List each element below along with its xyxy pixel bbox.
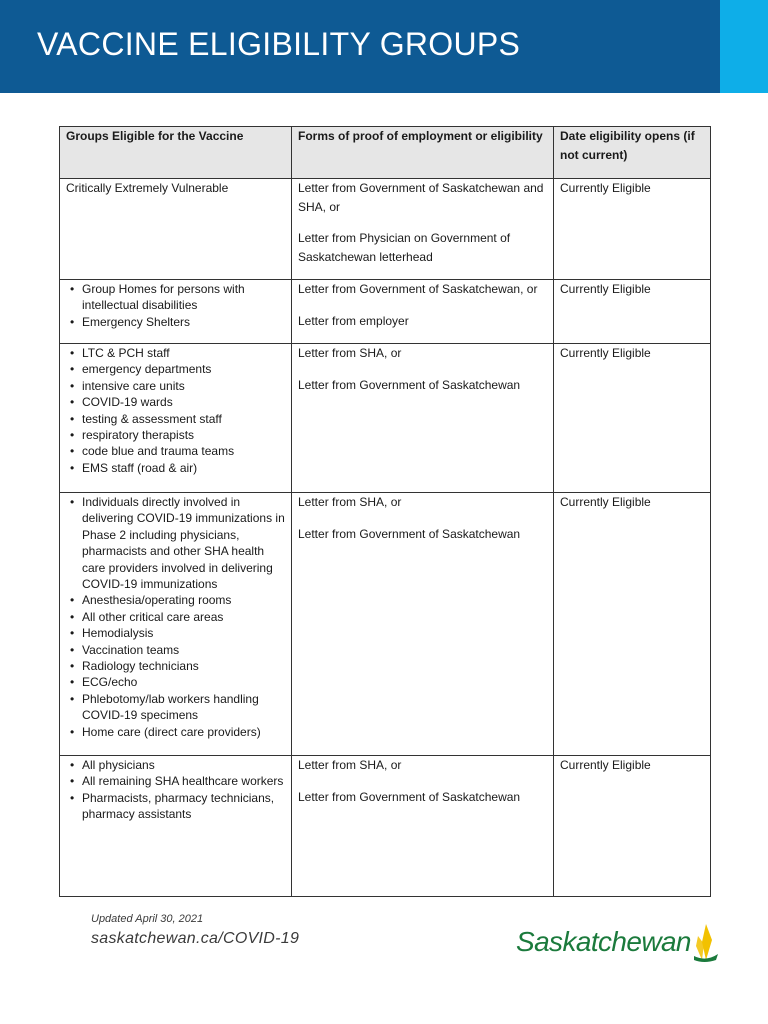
groups-cell: [60, 179, 292, 280]
proof-cell: [292, 493, 554, 756]
column-header-date: Date eligibility opens (if not current): [554, 127, 711, 179]
date-value: Currently Eligible: [560, 346, 651, 360]
proof-item: Letter from Government of Saskatchewan: [298, 527, 521, 541]
list-item: • Hemodialysis: [66, 625, 285, 641]
proof-cell: [292, 344, 554, 493]
eligibility-table: [59, 126, 711, 897]
groups-cell: [60, 756, 292, 897]
table-row: [60, 756, 711, 897]
proof-item: Letter from SHA, or: [298, 346, 402, 360]
proof-item: Letter from Government of Saskatchewan, or: [298, 282, 538, 296]
header-accent-stripe: [720, 0, 768, 93]
list-item: • ECG/echo: [66, 674, 285, 690]
list-item: • intensive care units: [66, 378, 285, 394]
date-value: Currently Eligible: [560, 282, 651, 296]
proof-cell: [292, 756, 554, 897]
website-link[interactable]: saskatchewan.ca/COVID-19: [91, 930, 300, 947]
list-item: • respiratory therapists: [66, 427, 285, 443]
page-title: VACCINE ELIGIBILITY GROUPS: [37, 26, 521, 62]
logo-wordmark: Saskatchewan: [516, 926, 691, 957]
wheat-sheaf-icon: [692, 922, 720, 964]
list-item: • Vaccination teams: [66, 642, 285, 658]
proof-item: Letter from Government of Saskatchewan: [298, 790, 521, 804]
table-header-row: [60, 127, 711, 179]
proof-item: Letter from SHA, or: [298, 495, 402, 509]
table-row: [60, 493, 711, 756]
list-item: • emergency departments: [66, 361, 285, 377]
list-item: • Emergency Shelters: [66, 314, 285, 330]
list-item: • All remaining SHA healthcare workers: [66, 773, 285, 789]
date-cell: [554, 280, 711, 344]
table-row: [60, 280, 711, 344]
list-item: • LTC & PCH staff: [66, 345, 285, 361]
table-row: [60, 344, 711, 493]
date-value: Currently Eligible: [560, 758, 651, 772]
proof-item: Letter from Government of Saskatchewan: [298, 378, 521, 392]
groups-cell: [60, 280, 292, 344]
proof-item: Letter from employer: [298, 314, 409, 328]
date-cell: [554, 344, 711, 493]
list-item: • Anesthesia/operating rooms: [66, 592, 285, 608]
table-row: [60, 179, 711, 280]
groups-cell: [60, 344, 292, 493]
groups-cell: [60, 493, 292, 756]
column-header-groups: Groups Eligible for the Vaccine: [60, 127, 292, 179]
list-item: • Pharmacists, pharmacy technicians, pharmacy assistants: [66, 790, 285, 823]
list-item: • All other critical care areas: [66, 609, 285, 625]
list-item: • Individuals directly involved in delivering COVID-19 immunizations in Phase 2 including physicians, pharmacists and other SHA health care providers involved in delivering COVID-19 immunizations: [66, 494, 285, 592]
date-cell: [554, 493, 711, 756]
date-value: Currently Eligible: [560, 181, 651, 195]
list-item: • EMS staff (road & air): [66, 460, 285, 476]
list-item: • All physicians: [66, 757, 285, 773]
updated-date: Updated April 30, 2021: [91, 913, 204, 925]
proof-item: Letter from SHA, or: [298, 758, 402, 772]
header-bar: [0, 0, 720, 93]
list-item: • testing & assessment staff: [66, 411, 285, 427]
list-item: • Phlebotomy/lab workers handling COVID-19 specimens: [66, 691, 285, 724]
list-item: • Home care (direct care providers): [66, 724, 285, 740]
list-item: • code blue and trauma teams: [66, 443, 285, 459]
column-header-proof: Forms of proof of employment or eligibility: [292, 127, 554, 179]
list-item: • Radiology technicians: [66, 658, 285, 674]
list-item: • COVID-19 wards: [66, 394, 285, 410]
proof-item: Letter from Government of Saskatchewan and SHA, or: [298, 181, 544, 214]
group-text: Critically Extremely Vulnerable: [66, 181, 229, 195]
saskatchewan-logo: [516, 922, 720, 964]
list-item: • Group Homes for persons with intellectual disabilities: [66, 281, 285, 314]
date-value: Currently Eligible: [560, 495, 651, 509]
date-cell: [554, 756, 711, 897]
proof-cell: [292, 280, 554, 344]
proof-item: Letter from Physician on Government of Saskatchewan letterhead: [298, 231, 511, 264]
proof-cell: [292, 179, 554, 280]
date-cell: [554, 179, 711, 280]
